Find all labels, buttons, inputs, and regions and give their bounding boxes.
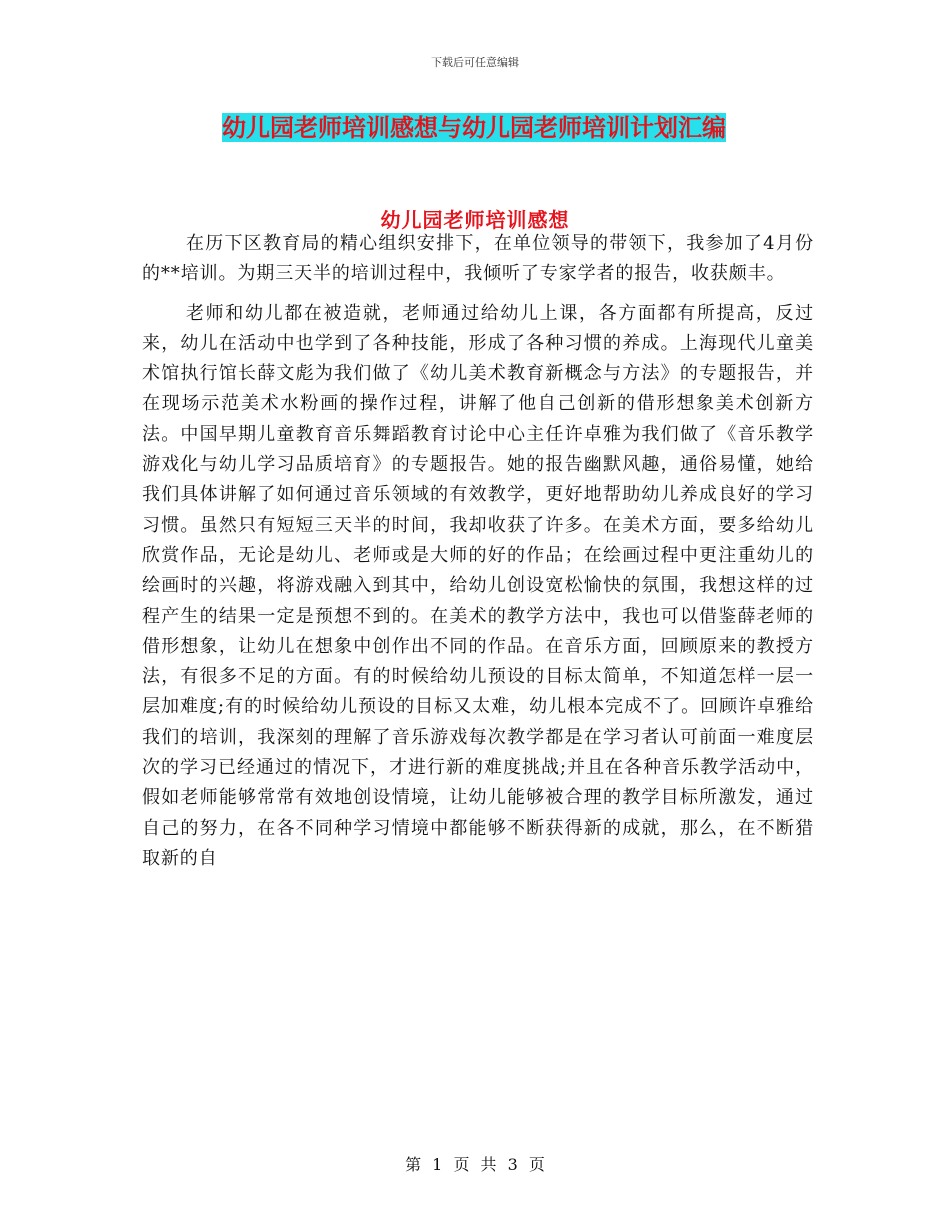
body-paragraph: 在历下区教育局的精心组织安排下，在单位领导的带领下，我参加了4月份的**培训。为期三天半的培训过程中，我倾听了专家学者的报告，收获颇丰。 <box>142 233 814 285</box>
section-title: 幼儿园老师培训感想 <box>380 208 570 232</box>
document-body <box>142 229 814 874</box>
body-paragraph: 老师和幼儿都在被造就，老师通过给幼儿上课，各方面都有所提高，反过来，幼儿在活动中也学到了各种技能，形成了各种习惯的养成。上海现代儿童美术馆执行馆长薛文彪为我们做了《幼儿美术教育新概念与方法》的专题报告，并在现场示范美术水粉画的操作过程，讲解了他自己创新的借形想象美术创新方法。中国早期儿童教育音乐舞蹈教育讨论中心主任许卓雅为我们做了《音乐教学游戏化与幼儿学习品质培育》的专题报告。她的报告幽默风趣，通俗易懂，她给我们具体讲解了如何通过音乐领域的有效教学，更好地帮助幼儿养成良好的学习习惯。虽然只有短短三天半的时间，我却收获了许多。在美术方面，要多给幼儿欣赏作品，无论是幼儿、老师或是大师的好的作品；在绘画过程中更注重幼儿的绘画时的兴趣，将游戏融入到其中，给幼儿创设宽松愉快的氛围，我想这样的过程产生的结果一定是预想不到的。在美术的教学方法中，我也可以借鉴薛老师的借形想象，让幼儿在想象中创作出不同的作品。在音乐方面，回顾原来的教授方法，有很多不足的方面。有的时候给幼儿预设的目标太简单，不知道怎样一层一层加难度;有的时候给幼儿预设的目标又太难，幼儿根本完成不了。回顾许卓雅给我们的培训，我深刻的理解了音乐游戏每次教学都是在学习者认可前面一难度层次的学习已经通过的情况下，才进行新的难度挑战;并且在各种音乐教学活动中，假如老师能够常常有效地创设情境，让幼儿能够被合理的教学目标所激发，通过自己的努力，在各不同种学习情境中都能够不断获得新的成就，那么，在不断猎取新的自 <box>142 302 814 869</box>
document-title-text: 幼儿园老师培训感想与幼儿园老师培训计划汇编 <box>222 113 726 142</box>
document-title <box>220 113 728 143</box>
header-note: 下载后可任意编辑 <box>431 56 519 69</box>
page-number: 第 1 页 共 3 页 <box>405 1155 545 1174</box>
